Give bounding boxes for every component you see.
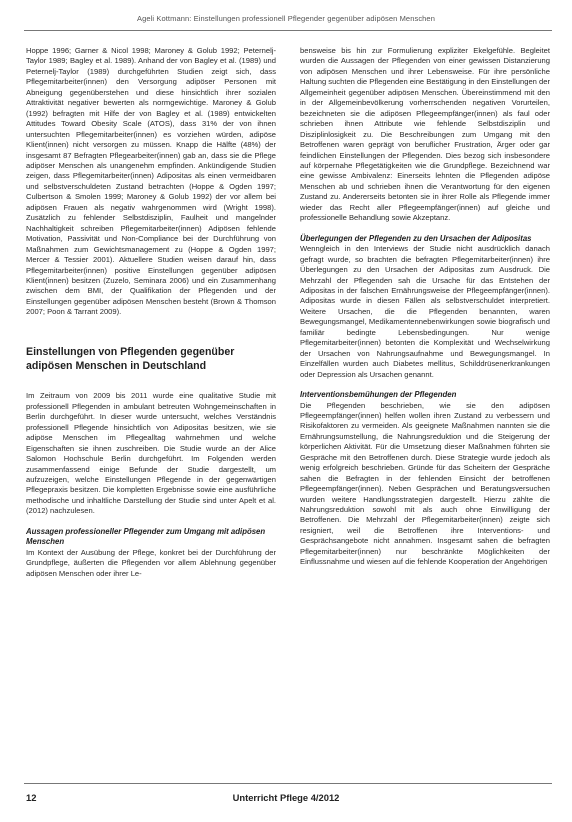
body-paragraph: bensweise bis hin zur Formulierung expliziter Ekelgefühle. Begleitet wurden die Aussagen der Pflegenden von einer gewissen Distanzierung von adipösen Menschen und ihrer Lebensweise. Für ihre persönliche Haltung suchten die Pflegenden eine Bestätigung in den Einstellungen der Allgemeinheit gegenüber adipösen Menschen. Übereinstimmend mit den in der Allgemeinbevölkerung vorherrschenden negativen Vorurteilen, bezeichneten sie die adipösen Pflegeempfänger(innen) als faul oder schrieben ihnen Attribute wie fehlende Selbstdisziplin und Disziplinlosigkeit zu. Die Beschreibungen zum Umgang mit den Betroffenen waren geprägt von beruflicher Frustration, Ärger oder gar feindlichen Einstellungen der Pflegenden. Dies bezog sich insbesondere auf körpernahe Pflegetätigkeiten wie die Grundpflege. Bezeichnend war eine gewisse Ambivalenz: Einerseits lehnten die Pflegenden adipöse Menschen ab und schrieben ihnen die Verantwortung für den eigenen Zustand zu. Andererseits betonten sie in ihrer Rolle als Pflegende immer wieder das Recht aller Pflegeempfänger(innen) auf gleiche und professionelle Behandlung sowie Akzeptanz.: [300, 46, 550, 223]
section-heading: Einstellungen von Pflegenden gegenüber adipösen Menschen in Deutschland: [26, 345, 235, 372]
subsection-heading: Aussagen professioneller Pflegender zum Umgang mit adipösen Menschen: [26, 526, 266, 547]
subsection-heading: Interventionsbemühungen der Pflegenden: [300, 390, 457, 400]
body-paragraph: Wenngleich in den Interviews der Studie nicht ausdrücklich danach gefragt wurde, so brachten die befragten Pflegemitarbeiter(innen) ihre Überlegungen zu den Ursachen der Adipositas zum Ausdruck. Die Mehrzahl der Pflegenden sah die Ursache für das Entstehen der Adipositas in der falschen Ernährungsweise der Pflegeempfänger(innen). Adipositas wurde in diesen Fällen als selbstverschuldet interpretiert. Weitere Ursachen, die die Pflegenden benannten, waren Bewegungsmangel, Medikamentennebenwirkungen sowie biografisch und familiär bedingte Lebensbedingungen. Nur wenige Pflegemitarbeiter(innen) betonten die Komplexität und Wechselwirkung der Ursachen von Nahrungsaufnahme und Bewegungsmangel. In Einzelfällen wurden auch Diabetes mellitus, Schilddrüsenerkrankungen oder Depression als Ursachen genannt.: [300, 244, 550, 379]
journal-name: Unterricht Pflege 4/2012: [232, 792, 340, 803]
header-rule: [24, 30, 552, 31]
page-number: 12: [26, 792, 37, 803]
left-column: [26, 46, 276, 579]
body-paragraph: Im Kontext der Ausübung der Pflege, konkret bei der Durchführung der Grundpflege, äußerten die Pflegenden vor allem Ablehnung gegenüber adipösen Menschen oder ihrer Le-: [26, 547, 276, 578]
body-paragraph: Die Pflegenden beschrieben, wie sie den adipösen Pflegeempfänger(innen) helfen wollen ihren Zustand zu verbessern und Risikofaktoren zu vermeiden. Als geeignete Maßnahmen nannten sie die Ernährungsumstellung, die Nahrungsreduktion und die Steigerung der körperlichen Aktivität. Für die Umsetzung dieser Maßnahmen führten sie Gespräche mit den Betroffenen durch. Diese Strategie wurde jedoch als wenig erfolgreich beschrieben. Gründe für das Scheitern der Gespräche sahen die Befragten in der fehlenden Einsicht der betroffenen Pflegeempfänger(innen). Neben Gesprächen und Beratungsversuchen wurden weitere Handlungsstrategien dargestellt. Hierzu zählte die Nahrungsreduktion sowohl mit als auch ohne Einwilligung der Betroffenen. Die Mehrzahl der Pflegemitarbeiter(innen) zeigte sich resigniert, weil die Betroffenen ihre Interventions- und Gesprächsangebote nicht annahmen. Insgesamt sahen die befragten Pflegemitarbeiter(innen) nur beschränkte Möglichkeiten der Einflussnahme und wiesen auf die fehlende Kooperation der Angehörigen: [300, 400, 550, 567]
body-paragraph: Hoppe 1996; Garner & Nicol 1998; Maroney & Golub 1992; Peternelj-Taylor 1989; Bagley et al. 1989). Anhand der von Bagley et al. (1989) und Peternelj-Taylor (1989) durchgeführten Studien zeigt sich, dass Pflegemitarbeiter(innen) den Versorgung adipöser Personen mit Abneigung gegenüberstehen und diese hinsichtlich ihrer sozialen Attraktivität negativer bewerten als normgewichtige. Maroney & Golub (1992) befragten mit Hilfe der von Bagley et al. (1989) entwickelten Attitudes Toward Obesity Scale (ATOS), dass 31% der von ihnen untersuchten Pflegemitarbeiter(innen) es vorziehen würden, adipöse Klient(innen) nicht versorgen zu müssen. Knapp die Hälfte (48%) der insgesamt 87 Befragten Pflegearbeiter(innen) gab an, dass sie die Pflege adipöser Menschen als unangenehm empfinden. Ankündigende Studien zeigen, dass Pflegemitarbeiter(innen) Adipositas als einen vermeidbaren und selbstverschuldeten Zustand betrachten (Hoppe & Ogden 1997; Culbertson & Smolen 1999; Maroney & Golub 1992) der vor allem bei adipösen Frauen als negativ wahrgenommen wird (Wright 1998). Zusätzlich zu fehlender Selbstdisziplin, Faulheit und mangelnder Nachhaltigkeit schreiben Pflegemitarbeiter(innen) Adipösen fehlende Motivation, Passivität und Non-Compliance bei der Durchführung von Maßnahmen zum Gewichtsmanagement zu (Hoppe & Ogden 1997; Mercer & Tessier 2001). Aktuellere Studien weisen darauf hin, dass Pflegemitarbeiter(innen) positive Einstellungen gegenüber adipösen Klient(innen) besitzen (Zuzelo, Seminara 2006) und ein Zusammenhang zwischen dem BMI, der Qualifikation der Pflegenden und der Einstellungen gegenüber adipösen Menschen besteht (Brown & Thomson 2007; Poon & Tarrant 2009).: [26, 46, 276, 317]
running-head: Ageli Kottmann: Einstellungen professionell Pflegender gegenüber adipösen Menschen: [137, 14, 435, 23]
footer-rule: [24, 783, 552, 784]
body-paragraph: Im Zeitraum von 2009 bis 2011 wurde eine qualitative Studie mit professionell Pflegenden in ambulant betreuten Wohngemeinschaften in Berlin durchgeführt. In dieser wurde untersucht, welches Verständnis professionell Pflegende hinsichtlich von Adipositas besitzen, wie sie adipöse Menschen im Pflegealltag wahrnehmen und welche Eigenschaften sie ihnen zuschreiben. Die Studie wurde an der Alice Salomon Hochschule Berlin durchgeführt. Im Folgenden werden zusammenfassend einige Befunde der Studie dargestellt, um aufzuzeigen, welche Einstellungen Pflegende in der gegenwärtigen Pflegepraxis besitzen. Die kompletten Ergebnisse sowie eine ausführliche methodische und inhaltliche Darstellung der Studie sind unter Apelt et al. (2012) nachzulesen.: [26, 391, 276, 516]
right-column: [300, 46, 550, 568]
subsection-heading: Überlegungen der Pflegenden zu den Ursachen der Adipositas: [300, 233, 532, 243]
